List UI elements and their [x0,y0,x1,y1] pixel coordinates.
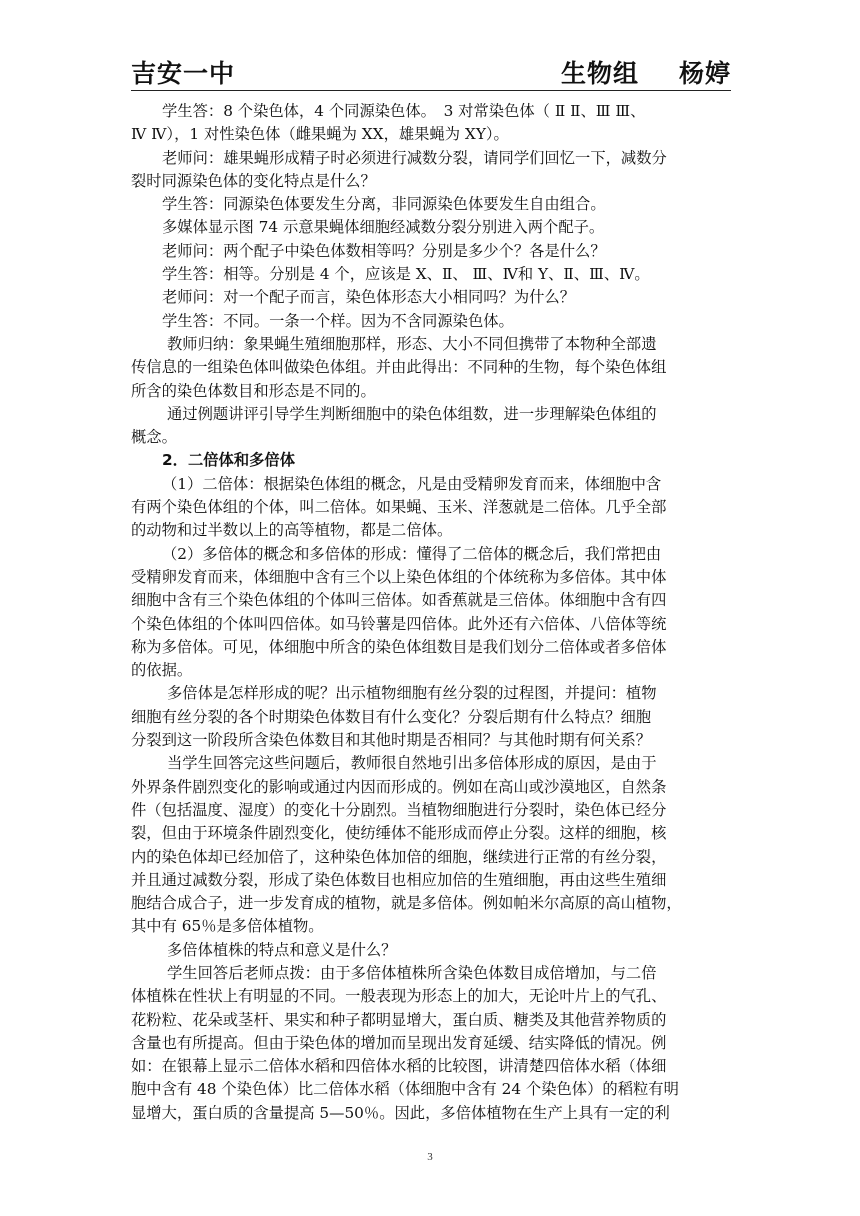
school-name: 吉安一中 [131,59,236,88]
document-body [131,100,731,1125]
text-line: 外界条件剧烈变化的影响或通过内因而形成的。例如在高山或沙漠地区，自然条 [131,777,667,796]
page-number: 3 [427,1151,433,1163]
text-line: 花粉粒、花朵或茎杆、果实和种子都明显增大，蛋白质、糖类及其他营养物质的 [131,1010,667,1029]
text-line: 学生答：不同。一条一个样。因为不含同源染色体。 [162,311,514,330]
text-line: 内的染色体却已经加倍了，这种染色体加倍的细胞，继续进行正常的有丝分裂， [131,847,667,866]
text-line: 的动物和过半数以上的高等植物，都是二倍体。 [131,521,453,540]
text-line: 概念。 [131,428,177,447]
text-line: 裂，但由于环境条件剧烈变化，使纺缍体不能形成而停止分裂。这样的细胞，核 [131,824,667,843]
text-line: 有两个染色体组的个体，叫二倍体。如果蝇、玉米、洋葱就是二倍体。几乎全部 [131,498,667,517]
text-line: 受精卵发育而来，体细胞中含有三个以上染色体组的个体统称为多倍体。其中体 [131,567,667,586]
text-line: 多倍体是怎样形成的呢？出示植物细胞有丝分裂的过程图，并提问：植物 [167,684,657,703]
text-line: 并且通过减数分裂，形成了染色体数目也相应加倍的生殖细胞，再由这些生殖细 [131,870,667,889]
text-line: 学生答：8 个染色体，4 个同源染色体。 3 对常染色体（ Ⅱ Ⅱ、Ⅲ Ⅲ、 [162,102,646,120]
text-line: 胞中含有 48 个染色体）比二倍体水稻（体细胞中含有 24 个染色体）的稻粒有明 [131,1080,679,1099]
text-line: 学生答：同源染色体要发生分离，非同源染色体要发生自由组合。 [162,195,606,214]
text-line: 所含的染色体数目和形态是不同的。 [131,381,376,400]
section-heading: 2．二倍体和多倍体 [162,451,296,470]
text-line: 裂时同源染色体的变化特点是什么？ [131,171,376,190]
text-line: 传信息的一组染色体叫做染色体组。并由此得出：不同种的生物，每个染色体组 [131,358,667,377]
page-header [131,52,731,91]
text-line: Ⅳ Ⅳ），1 对性染色体（雌果蝇为 XX，雄果蝇为 XY）。 [131,125,509,144]
text-line: 件（包括温度、湿度）的变化十分剧烈。当植物细胞进行分裂时，染色体已经分 [131,800,667,819]
text-line: 教师归纳：象果蝇生殖细胞那样，形态、大小不同但携带了本物种全部遗 [167,334,657,353]
text-line: 如：在银幕上显示二倍体水稻和四倍体水稻的比较图，讲清楚四倍体水稻（体细 [131,1057,667,1076]
text-line: 个染色体组的个体叫四倍体。如马铃薯是四倍体。此外还有六倍体、八倍体等统 [131,614,667,633]
text-line: 其中有 65％是多倍体植物。 [131,917,324,936]
text-line: 多倍体植株的特点和意义是什么？ [167,940,397,959]
text-line: 通过例题讲评引导学生判断细胞中的染色体组数，进一步理解染色体组的 [167,404,657,423]
text-line: 细胞有丝分裂的各个时期染色体数目有什么变化？分裂后期有什么特点？细胞 [131,707,652,726]
text-line: 细胞中含有三个染色体组的个体叫三倍体。如香蕉就是三倍体。体细胞中含有四 [131,591,667,610]
text-line: 学生回答后老师点拨：由于多倍体植株所含染色体数目成倍增加，与二倍 [167,963,657,982]
text-line: 称为多倍体。可见，体细胞中所含的染色体组数目是我们划分二倍体或者多倍体 [131,637,667,656]
text-line: 含量也有所提高。但由于染色体的增加而呈现出发育延缓、结实降低的情况。例 [131,1033,667,1052]
text-line: 显增大，蛋白质的含量提高 5—50％。因此，多倍体植物在生产上具有一定的利 [131,1103,670,1122]
text-line: 学生答：相等。分别是 4 个，应该是 X、Ⅱ、 Ⅲ、Ⅳ和 Y、Ⅱ、Ⅲ、Ⅳ。 [162,265,650,284]
text-line: 老师问：雄果蝇形成精子时必须进行减数分裂，请同学们回忆一下，减数分 [162,148,667,167]
text-line: 分裂到这一阶段所含染色体数目和其他时期是否相同？与其他时期有何关系？ [131,731,652,750]
text-line: （2）多倍体的概念和多倍体的形成：懂得了二倍体的概念后，我们常把由 [162,544,662,563]
text-line: 的依据。 [131,661,193,680]
header-right [561,54,731,90]
text-line: 老师问：两个配子中染色体数相等吗？分别是多少个？各是什么？ [162,241,606,260]
text-line: （1）二倍体：根据染色体组的概念，凡是由受精卵发育而来，体细胞中含 [162,474,662,493]
text-line: 胞结合成合子，进一步发育成的植物，就是多倍体。例如帕米尔高原的高山植物， [131,894,682,913]
text-line: 老师问：对一个配子而言，染色体形态大小相同吗？为什么？ [162,288,576,307]
text-line: 体植株在性状上有明显的不同。一般表现为形态上的加大，无论叶片上的气孔、 [131,987,667,1006]
text-line: 当学生回答完这些问题后，教师很自然地引出多倍体形成的原因，是由于 [167,754,657,773]
text-line: 多媒体显示图 74 示意果蝇体细胞经减数分裂分别进入两个配子。 [162,218,605,237]
author-name: 杨婷 [678,59,731,88]
group-name: 生物组 [560,59,639,88]
